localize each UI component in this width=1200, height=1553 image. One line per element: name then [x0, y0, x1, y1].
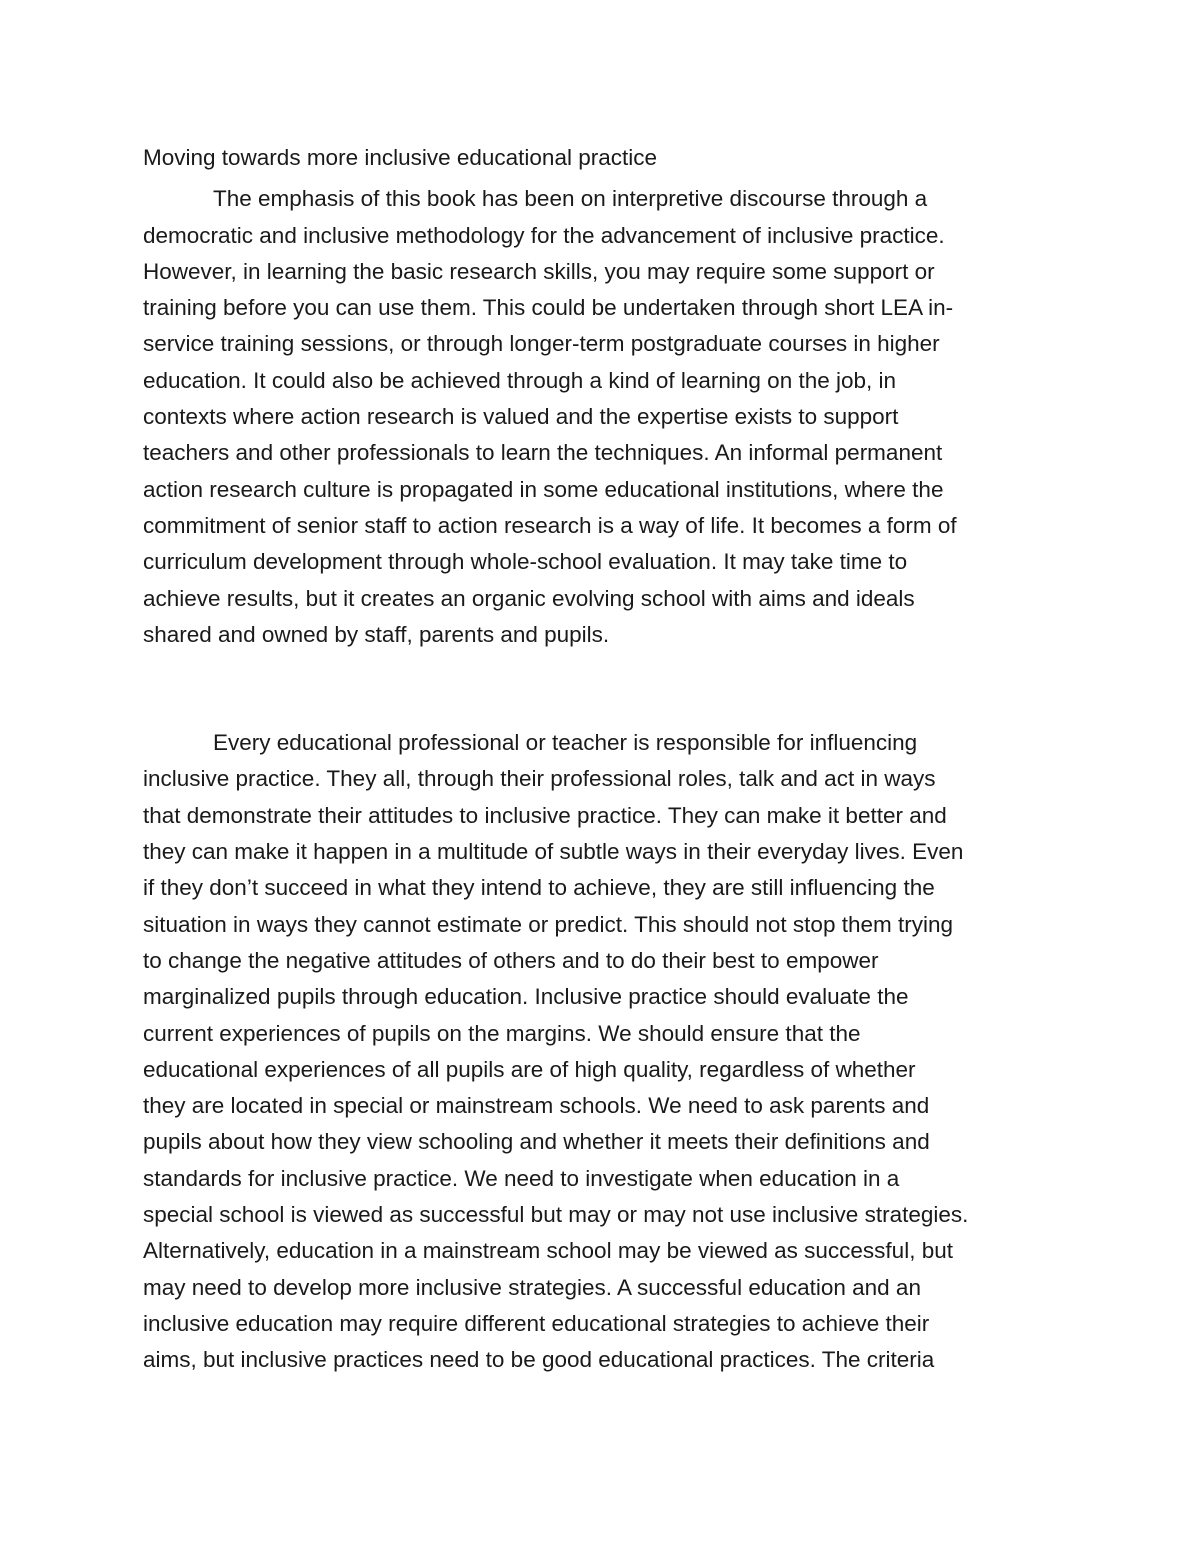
paragraph-line: may need to develop more inclusive strategies. A successful education and an [143, 1274, 921, 1300]
paragraph-line: if they don’t succeed in what they intend to achieve, they are still influencing the [143, 875, 935, 901]
paragraph-line: they can make it happen in a multitude of subtle ways in their everyday lives. Even [143, 839, 964, 865]
paragraph-line: they are located in special or mainstream schools. We need to ask parents and [143, 1093, 930, 1119]
document-title: Moving towards more inclusive educational practice [143, 145, 657, 170]
paragraph-line: shared and owned by staff, parents and pupils. [143, 621, 610, 647]
paragraph-spacer [143, 653, 1063, 725]
paragraph-line: commitment of senior staff to action research is a way of life. It becomes a form of [143, 512, 957, 538]
paragraph-line: that demonstrate their attitudes to inclusive practice. They can make it better and [143, 802, 947, 828]
paragraph-line: democratic and inclusive methodology for the advancement of inclusive practice. [143, 222, 945, 248]
paragraph-line: Alternatively, education in a mainstream school may be viewed as successful, but [143, 1238, 953, 1264]
paragraph-2 [143, 725, 1063, 1378]
paragraph-line: Every educational professional or teacher is responsible for influencing [213, 730, 918, 756]
paragraph-line: educational experiences of all pupils are of high quality, regardless of whether [143, 1056, 916, 1082]
paragraph-line: inclusive practice. They all, through their professional roles, talk and act in ways [143, 766, 936, 792]
paragraph-line: education. It could also be achieved through a kind of learning on the job, in [143, 367, 897, 393]
paragraph-line: special school is viewed as successful but may or may not use inclusive strategies. [143, 1202, 969, 1228]
paragraph-line: aims, but inclusive practices need to be good educational practices. The criteria [143, 1347, 935, 1373]
paragraph-line: However, in learning the basic research skills, you may require some support or [143, 258, 935, 284]
paragraph-line: training before you can use them. This could be undertaken through short LEA in- [143, 295, 954, 321]
paragraph-line: achieve results, but it creates an organic evolving school with aims and ideals [143, 585, 915, 611]
paragraph-line: service training sessions, or through longer-term postgraduate courses in higher [143, 331, 940, 357]
paragraph-line: marginalized pupils through education. Inclusive practice should evaluate the [143, 984, 909, 1010]
paragraph-1 [143, 181, 1063, 653]
paragraph-line: situation in ways they cannot estimate or predict. This should not stop them trying [143, 911, 953, 937]
paragraph-line: curriculum development through whole-school evaluation. It may take time to [143, 549, 908, 575]
paragraph-line: to change the negative attitudes of others and to do their best to empower [143, 947, 879, 973]
document-body [143, 140, 1063, 1379]
paragraph-line: The emphasis of this book has been on interpretive discourse through a [213, 186, 928, 212]
paragraph-line: action research culture is propagated in some educational institutions, where the [143, 476, 944, 502]
paragraph-line: current experiences of pupils on the margins. We should ensure that the [143, 1020, 861, 1046]
paragraph-line: inclusive education may require different educational strategies to achieve their [143, 1310, 930, 1336]
paragraph-line: standards for inclusive practice. We need to investigate when education in a [143, 1165, 900, 1191]
paragraph-line: pupils about how they view schooling and whether it meets their definitions and [143, 1129, 930, 1155]
paragraph-line: teachers and other professionals to learn the techniques. An informal permanent [143, 440, 943, 466]
paragraph-line: contexts where action research is valued and the expertise exists to support [143, 404, 899, 430]
